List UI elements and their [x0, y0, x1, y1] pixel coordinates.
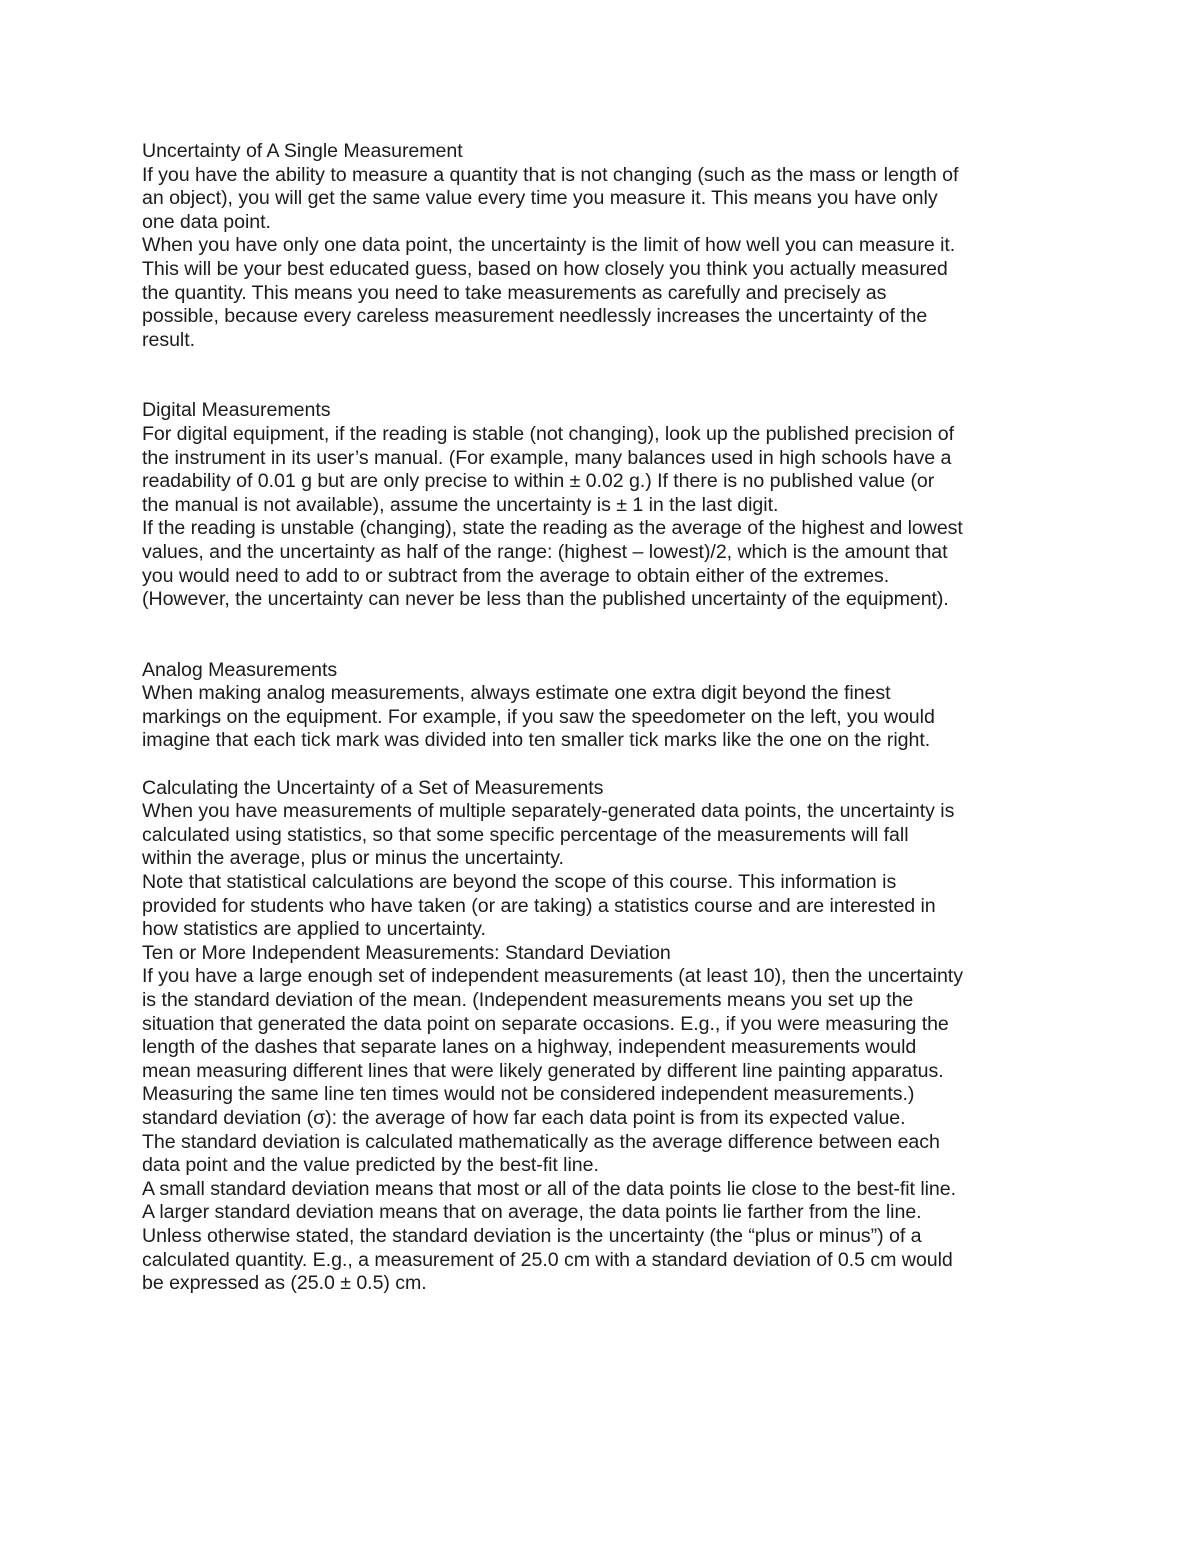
section-analog-measurements [142, 659, 1072, 753]
paragraph-line: If the reading is unstable (changing), state the reading as the average of the highest and lowest [142, 517, 963, 540]
paragraph-line: When making analog measurements, always estimate one extra digit beyond the finest [142, 682, 891, 705]
paragraph-line: within the average, plus or minus the uncertainty. [142, 847, 564, 870]
section-spacer [142, 753, 1072, 777]
paragraph-line: length of the dashes that separate lanes on a highway, independent measurements would [142, 1036, 917, 1059]
section-spacer [142, 352, 1072, 399]
document-page [142, 140, 1072, 1296]
paragraph-line: The standard deviation is calculated mathematically as the average difference between each [142, 1130, 940, 1153]
paragraph-line: For digital equipment, if the reading is stable (not changing), look up the published precision of [142, 422, 955, 445]
paragraph-line: If you have a large enough set of independent measurements (at least 10), then the uncertainty [142, 965, 963, 988]
paragraph-line: one data point. [142, 210, 271, 233]
section-set-of-measurements [142, 777, 1072, 1296]
section-heading: Analog Measurements [142, 658, 338, 681]
definition-line: standard deviation (σ): the average of how far each data point is from its expected value. [142, 1106, 906, 1129]
paragraph-line: you would need to add to or subtract from the average to obtain either of the extremes. [142, 564, 890, 587]
section-heading: Digital Measurements [142, 399, 331, 422]
paragraph-line: If you have the ability to measure a quantity that is not changing (such as the mass or length of [142, 163, 959, 186]
paragraph-line: This will be your best educated guess, based on how closely you think you actually measured [142, 257, 948, 280]
paragraph-line: (However, the uncertainty can never be less than the published uncertainty of the equipment). [142, 588, 949, 611]
paragraph-line: A larger standard deviation means that on average, the data points lie farther from the line. [142, 1201, 922, 1224]
paragraph-line: Unless otherwise stated, the standard deviation is the uncertainty (the “plus or minus”) of a [142, 1224, 922, 1247]
paragraph-line: data point and the value predicted by the best-fit line. [142, 1154, 599, 1177]
section-heading: Calculating the Uncertainty of a Set of Measurements [142, 776, 604, 799]
paragraph-line: Measuring the same line ten times would not be considered independent measurements.) [142, 1083, 915, 1106]
paragraph-line: calculated quantity. E.g., a measurement of 25.0 cm with a standard deviation of 0.5 cm would [142, 1248, 953, 1271]
paragraph-line: calculated using statistics, so that some specific percentage of the measurements will fall [142, 823, 909, 846]
paragraph-line: the quantity. This means you need to take measurements as carefully and precisely as [142, 281, 887, 304]
paragraph-line: provided for students who have taken (or are taking) a statistics course and are interested in [142, 894, 936, 917]
paragraph-line: When you have only one data point, the uncertainty is the limit of how well you can measure it. [142, 234, 956, 257]
section-digital-measurements [142, 399, 1072, 611]
paragraph-line: values, and the uncertainty as half of the range: (highest – lowest)/2, which is the amount that [142, 540, 948, 563]
paragraph-line: situation that generated the data point on separate occasions. E.g., if you were measuring the [142, 1012, 949, 1035]
paragraph-line: be expressed as (25.0 ± 0.5) cm. [142, 1272, 427, 1295]
paragraph-line: readability of 0.01 g but are only precise to within ± 0.02 g.) If there is no published value (or [142, 470, 935, 493]
paragraph-line: the instrument in its user’s manual. (For example, many balances used in high schools have a [142, 446, 952, 469]
subsection-heading: Ten or More Independent Measurements: Standard Deviation [142, 941, 671, 964]
paragraph-line: the manual is not available), assume the uncertainty is ± 1 in the last digit. [142, 493, 779, 516]
paragraph-line: result. [142, 328, 196, 351]
paragraph-line: is the standard deviation of the mean. (Independent measurements means you set up the [142, 989, 914, 1011]
section-spacer [142, 612, 1072, 659]
paragraph-line: Note that statistical calculations are beyond the scope of this course. This information is [142, 871, 897, 894]
paragraph-line: A small standard deviation means that most or all of the data points lie close to the best-fit line. [142, 1177, 957, 1200]
paragraph-line: imagine that each tick mark was divided into ten smaller tick marks like the one on the right. [142, 729, 931, 752]
section-heading: Uncertainty of A Single Measurement [142, 140, 463, 162]
paragraph-line: how statistics are applied to uncertainty. [142, 918, 486, 941]
paragraph-line: When you have measurements of multiple separately-generated data points, the uncertainty is [142, 800, 955, 823]
section-single-measurement [142, 140, 1072, 352]
paragraph-line: markings on the equipment. For example, if you saw the speedometer on the left, you would [142, 705, 935, 728]
paragraph-line: an object), you will get the same value every time you measure it. This means you have only [142, 187, 938, 210]
paragraph-line: mean measuring different lines that were likely generated by different line painting apparatus. [142, 1059, 944, 1082]
paragraph-line: possible, because every careless measurement needlessly increases the uncertainty of the [142, 305, 928, 328]
